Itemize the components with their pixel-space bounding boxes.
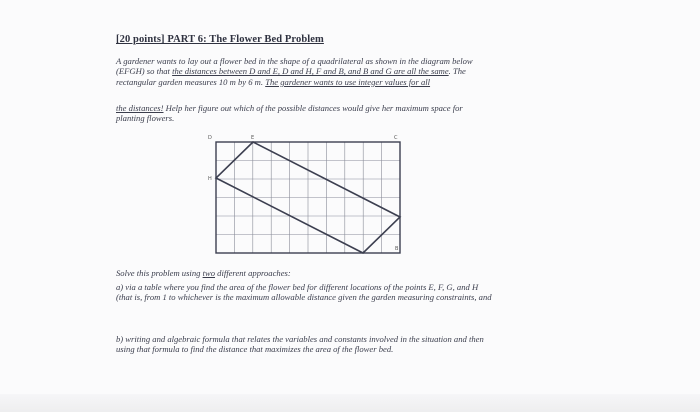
page-bottom-edge: [0, 394, 700, 412]
question-underlined: the distances!: [116, 103, 164, 113]
solve-text: Solve this problem using: [116, 268, 203, 278]
description-text: A gardener wants to lay out a flower bed in the shape of a quadrilateral as shown in the diagram below (EFGH) so that: [116, 56, 473, 77]
approach-a: a) via a table where you find the area of the flower bed for different locations of the points E, F, G, and H (that is, from 1 to whichever is the maximum allowable distance given the garden measuring constraints, and: [116, 282, 492, 303]
label-e: E: [251, 135, 255, 141]
label-c: C: [394, 135, 398, 141]
solve-text-2: different approaches:: [215, 268, 291, 278]
approach-b: b) writing and algebraic formula that relates the variables and constants involved in the situation and then using that formula to find the distance that maximizes the area of the flower bed.: [116, 334, 484, 355]
label-b: B: [395, 246, 399, 252]
garden-grid: [216, 142, 400, 253]
problem-description: [116, 56, 496, 87]
problem-title: [20 points] PART 6: The Flower Bed Problem: [116, 34, 324, 45]
solve-instruction: [116, 268, 496, 278]
problem-question: [116, 103, 488, 124]
description-underlined-condition: the distances between D and E, D and H, F and B, and B and G are all the same: [172, 66, 449, 77]
garden-diagram: [196, 132, 416, 262]
solve-underlined-two: two: [202, 268, 215, 278]
description-text-2: . The rectangular garden measures 10 m by 6 m.: [116, 66, 466, 87]
label-d: D: [208, 135, 212, 141]
question-text: Help her figure out which of the possible distances would give her maximum space for planting flowers.: [116, 103, 463, 124]
description-underlined-integer: The gardener wants to use integer values for all: [265, 76, 431, 87]
label-h: H: [208, 176, 212, 182]
